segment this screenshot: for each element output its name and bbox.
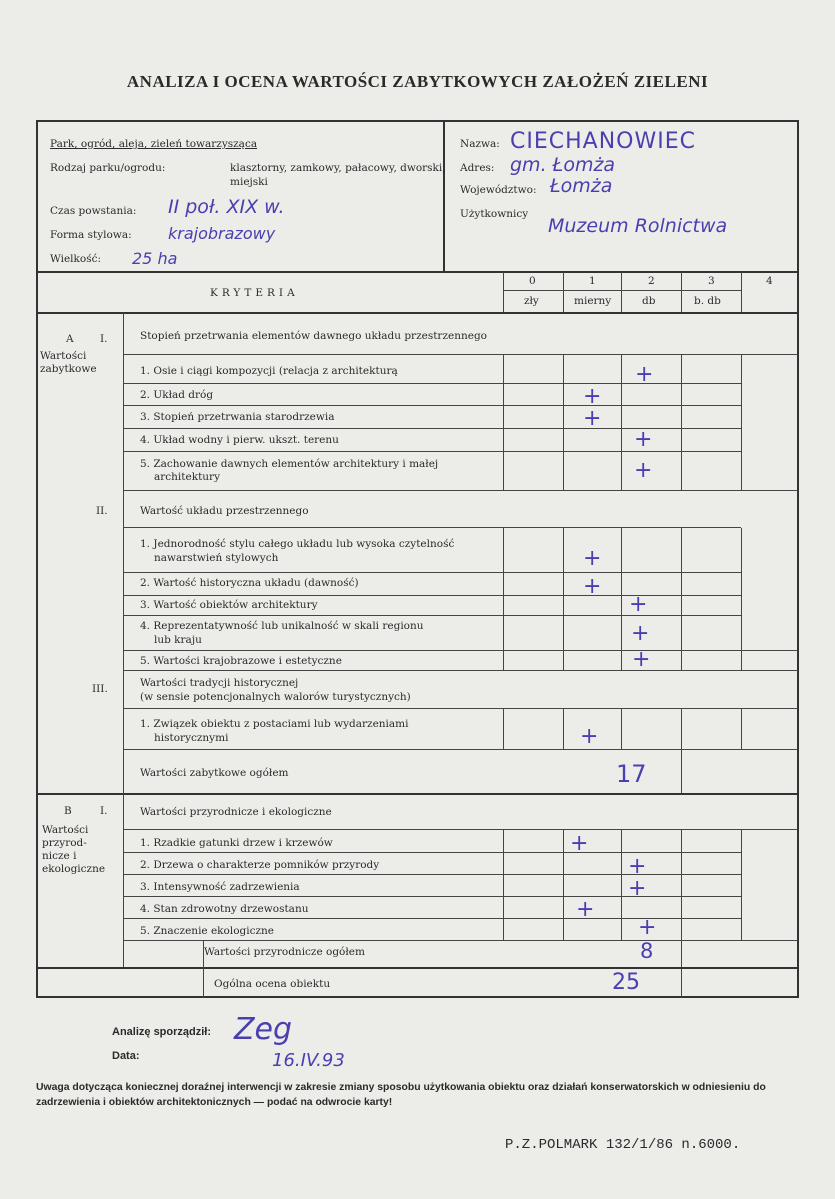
mark-g2-2: + <box>583 574 602 599</box>
score-2: 2 <box>648 275 655 287</box>
created-label: Czas powstania: <box>50 205 137 217</box>
section-a-total-label: Wartości zabytkowe ogółem <box>140 767 289 779</box>
g1-item-3: 3. Stopień przetrwania starodrzewia <box>140 411 335 423</box>
section-a-title: Wartości zabytkowe <box>40 350 97 375</box>
mark-g2-4: + <box>631 621 650 646</box>
grade-bdb: b. db <box>694 295 721 307</box>
g2-item-1: 1. Jednorodność stylu całego układu lub wysoka czytelność <box>140 538 455 550</box>
section-a-total-value: 17 <box>616 760 647 788</box>
g1-item-5: 5. Zachowanie dawnych elementów architektury i małej <box>140 458 439 470</box>
users-label: Użytkownicy <box>460 208 529 220</box>
mark-b-2: + <box>628 854 647 879</box>
g1-item-1: 1. Osie i ciągi kompozycji (relacja z architekturą <box>140 365 398 377</box>
mark-g1-3: + <box>583 406 602 431</box>
section-b-title-2: przyrod- <box>42 837 87 849</box>
section-a-divider <box>123 313 124 793</box>
section-b-group-title: Wartości przyrodnicze i ekologiczne <box>140 806 332 818</box>
section-a-letter: A <box>66 333 74 345</box>
mark-g2-1: + <box>583 546 602 571</box>
score-3: 3 <box>708 275 715 287</box>
style-label: Forma stylowa: <box>50 229 132 241</box>
group3-title: Wartości tradycji historycznej <box>140 677 299 689</box>
group3-title-2: (w sensie potencjonalnych walorów turystycznych) <box>140 691 411 703</box>
mark-b-1: + <box>570 831 589 856</box>
g3-item-1: 1. Związek obiektu z postaciami lub wydarzeniami <box>140 718 409 730</box>
size-value: 25 ha <box>132 249 178 268</box>
address-label: Adres: <box>460 162 495 174</box>
group3-roman: III. <box>92 683 108 695</box>
g3-item-1-cont: historycznymi <box>154 732 229 744</box>
g2-item-4-cont: lub kraju <box>154 634 202 646</box>
mark-g1-5: + <box>634 458 653 483</box>
print-code: P.Z.POLMARK 132/1/86 n.6000. <box>505 1137 741 1153</box>
criteria-label: KRYTERIA <box>210 287 299 299</box>
b-item-5: 5. Znaczenie ekologiczne <box>140 925 275 937</box>
address-value: gm. Łomża <box>510 154 616 176</box>
created-value: II poł. XIX w. <box>168 196 285 218</box>
g2-item-5: 5. Wartości krajobrazowe i estetyczne <box>140 655 342 667</box>
g1-item-4: 4. Układ wodny i pierw. ukszt. terenu <box>140 434 339 446</box>
overall-label: Ogólna ocena obiektu <box>214 978 331 990</box>
score-1: 1 <box>589 275 596 287</box>
form-title: ANALIZA I OCENA WARTOŚCI ZABYTKOWYCH ZAŁOŻEŃ ZIELENI <box>126 72 709 91</box>
date-value: 16.IV.93 <box>272 1050 345 1071</box>
b-item-1: 1. Rzadkie gatunki drzew i krzewów <box>140 837 333 849</box>
name-label: Nazwa: <box>460 138 500 150</box>
footer-note: Uwaga dotycząca koniecznej doraźnej interwencji w zakresie zmiany sposobu użytkowania obiektu oraz działań konserwatorskich w odniesieniu do zadrzewienia i obiektów architektonicznych — podać na odwrocie karty! <box>36 1082 766 1108</box>
grade-db: db <box>642 295 656 307</box>
b-item-4: 4. Stan zdrowotny drzewostanu <box>140 903 309 915</box>
g2-item-4: 4. Reprezentatywność lub unikalność w skali regionu <box>140 620 424 632</box>
mark-b-4: + <box>576 897 595 922</box>
score-0: 0 <box>529 275 536 287</box>
g1-item-2: 2. Układ dróg <box>140 389 214 401</box>
criteria-top-line <box>37 271 798 273</box>
park-type-label: Rodzaj parku/ogrodu: <box>50 162 166 174</box>
header-divider <box>443 121 445 271</box>
analysis-label: Analizę sporządził: <box>112 1026 212 1038</box>
grade-mierny: mierny <box>574 295 612 307</box>
object-type-line: Park, ogród, aleja, zieleń towarzysząca <box>50 138 258 150</box>
section-b-title-4: ekologiczne <box>42 863 106 875</box>
b-item-2: 2. Drzewa o charakterze pomników przyrody <box>140 859 380 871</box>
group2-roman: II. <box>96 505 108 517</box>
g1-item-5-cont: architektury <box>154 471 221 483</box>
voivodeship-value: Łomża <box>550 175 613 197</box>
size-label: Wielkość: <box>50 253 102 265</box>
name-value: CIECHANOWIEC <box>510 129 696 154</box>
g2-item-1-cont: nawarstwień stylowych <box>154 552 279 564</box>
users-value: Muzeum Rolnictwa <box>548 215 728 237</box>
park-type-options-2: miejski <box>230 176 268 188</box>
grade-zly: zły <box>524 295 539 307</box>
voivodeship-label: Województwo: <box>460 184 537 196</box>
section-b-letter: B <box>64 805 72 817</box>
g2-item-2: 2. Wartość historyczna układu (dawność) <box>140 577 359 589</box>
section-b-roman: I. <box>100 805 108 817</box>
park-type-options: klasztorny, zamkowy, pałacowy, dworski, <box>230 162 446 174</box>
date-label: Data: <box>112 1050 140 1062</box>
section-a-roman: I. <box>100 333 108 345</box>
mark-b-3: + <box>628 876 647 901</box>
analysis-signature: Zeg <box>234 1012 293 1047</box>
b-item-3: 3. Intensywność zadrzewienia <box>140 881 300 893</box>
group2-title: Wartość układu przestrzennego <box>140 505 309 517</box>
section-b-title-3: nicze i <box>42 850 77 862</box>
mark-g2-3: + <box>629 592 648 617</box>
section-b-total-label: Wartości przyrodnicze ogółem <box>204 946 365 958</box>
mark-g1-1: + <box>635 362 654 387</box>
mark-g3-1: + <box>580 724 599 749</box>
overall-value: 25 <box>612 970 640 995</box>
mark-g1-4: + <box>634 427 653 452</box>
section-b-title-1: Wartości <box>42 824 89 836</box>
mark-b-5: + <box>638 915 657 940</box>
section-b-total-value: 8 <box>640 939 654 963</box>
g2-item-3: 3. Wartość obiektów architektury <box>140 599 318 611</box>
group1-title: Stopień przetrwania elementów dawnego układu przestrzennego <box>140 330 487 342</box>
style-value: krajobrazowy <box>168 224 276 243</box>
section-b-divider <box>123 794 124 968</box>
mark-g1-2: + <box>583 384 602 409</box>
score-4: 4 <box>766 275 773 287</box>
mark-g2-5: + <box>632 647 651 672</box>
